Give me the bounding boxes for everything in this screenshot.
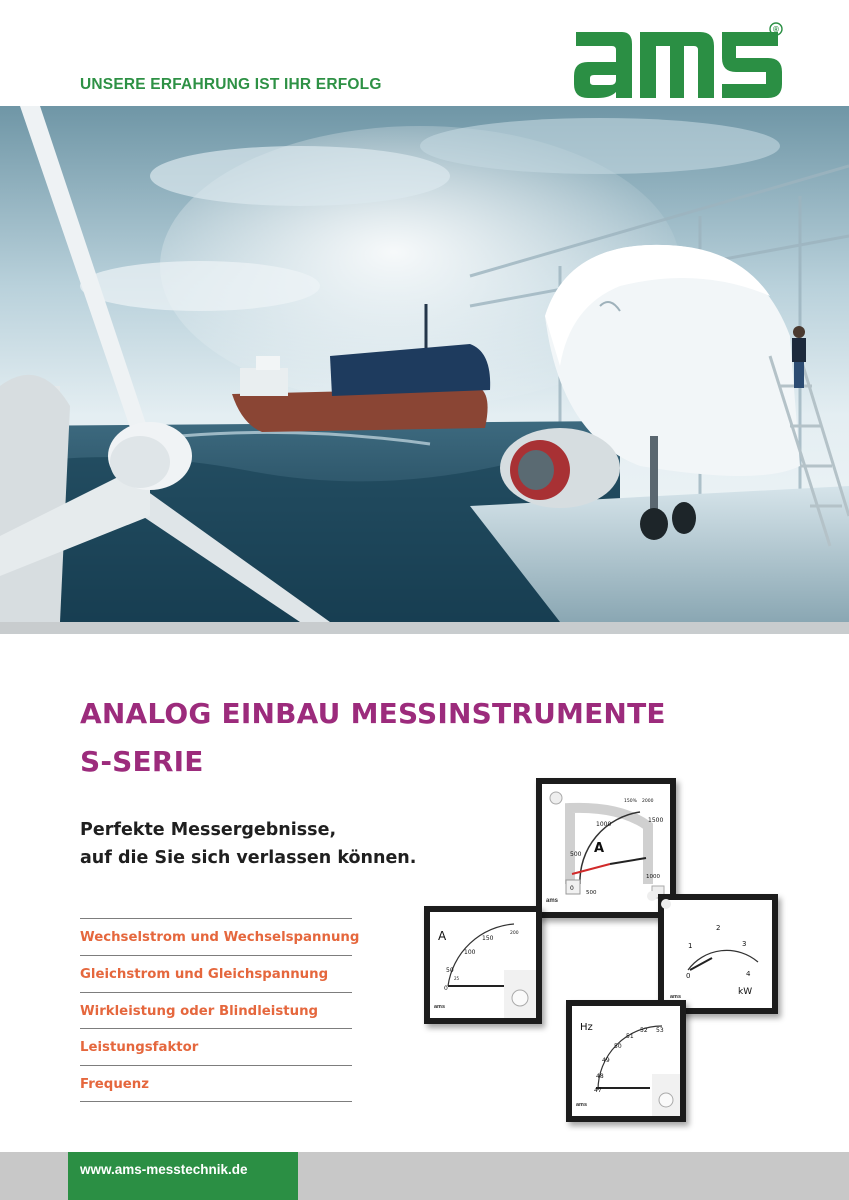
kw-meter-scale-1: 1 — [688, 942, 693, 950]
ammeter-large-sub-1000: 1000 — [646, 874, 660, 880]
hero-image — [0, 106, 849, 634]
ammeter-large-scale-1000: 1000 — [596, 821, 612, 828]
ammeter-small-brand: ams — [434, 1004, 446, 1010]
ammeter-small — [424, 906, 542, 1024]
registered-mark: ® — [773, 25, 779, 34]
feature-item-power: Wirkleistung oder Blindleistung — [80, 992, 352, 1029]
ammeter-small-scale-200: 200 — [510, 931, 519, 936]
hz-meter-scale-47: 47 — [594, 1087, 602, 1094]
ammeter-large-scale-500: 500 — [570, 851, 582, 858]
ammeter-large-unit: A — [594, 841, 605, 856]
hz-meter-scale-53: 53 — [656, 1027, 664, 1034]
subtitle-line-2: auf die Sie sich verlassen können. — [80, 848, 417, 868]
website-link[interactable]: www.ams-messtechnik.de — [80, 1162, 248, 1177]
ammeter-large-sub-500: 500 — [586, 890, 597, 896]
feature-list — [80, 918, 360, 1102]
ammeter-small-scale-100: 100 — [464, 949, 476, 956]
hz-meter-brand: ams — [576, 1102, 588, 1108]
industry-collage-photo — [0, 106, 849, 622]
ammeter-small-unit: A — [438, 929, 447, 943]
subtitle-line-1: Perfekte Messergebnisse, — [80, 820, 337, 840]
hz-meter — [566, 1000, 686, 1122]
kw-meter — [658, 894, 778, 1014]
ammeter-large-scale-0: 0 — [570, 885, 574, 892]
hero-bottom-band — [0, 622, 849, 634]
hz-meter-scale-48: 48 — [596, 1073, 604, 1080]
feature-item-dc: Gleichstrom und Gleichspannung — [80, 955, 352, 992]
ammeter-small-sub-25: 25 — [454, 976, 460, 981]
hz-meter-scale-49: 49 — [602, 1057, 610, 1064]
kw-meter-scale-3: 3 — [742, 940, 747, 948]
feature-item-frequency: Frequenz — [80, 1065, 352, 1102]
ammeter-small-scale-150: 150 — [482, 935, 494, 942]
kw-meter-brand: ams — [670, 994, 682, 1000]
kw-meter-unit: kW — [738, 987, 753, 997]
hz-meter-scale-51: 51 — [626, 1033, 634, 1040]
feature-item-power-factor: Leistungsfaktor — [80, 1028, 352, 1065]
page-title-series: S-SERIE — [80, 745, 204, 778]
ammeter-small-scale-0: 0 — [444, 985, 448, 992]
ammeter-small-scale-50: 50 — [446, 967, 454, 974]
kw-meter-scale-0: 0 — [686, 972, 691, 980]
ammeter-large-top-2000: 2000 — [642, 799, 654, 804]
tagline: UNSERE ERFAHRUNG IST IHR ERFOLG — [80, 76, 382, 93]
kw-meter-scale-4: 4 — [746, 970, 751, 978]
hz-meter-scale-50: 50 — [614, 1043, 622, 1050]
feature-item-ac: Wechselstrom und Wechselspannung — [80, 918, 352, 955]
kw-meter-scale-2: 2 — [716, 924, 721, 932]
ammeter-large-brand: ams — [546, 898, 559, 904]
ammeter-large-top-150: 150% — [624, 799, 637, 804]
hz-meter-scale-52: 52 — [640, 1027, 648, 1034]
ammeter-large-scale-1500: 1500 — [648, 817, 664, 824]
meter-product-image — [420, 772, 790, 1132]
hz-meter-unit: Hz — [580, 1022, 593, 1033]
ams-logo — [572, 22, 788, 102]
page-title: ANALOG EINBAU MESSINSTRUMENTE — [80, 697, 666, 730]
ammeter-large — [536, 778, 676, 918]
